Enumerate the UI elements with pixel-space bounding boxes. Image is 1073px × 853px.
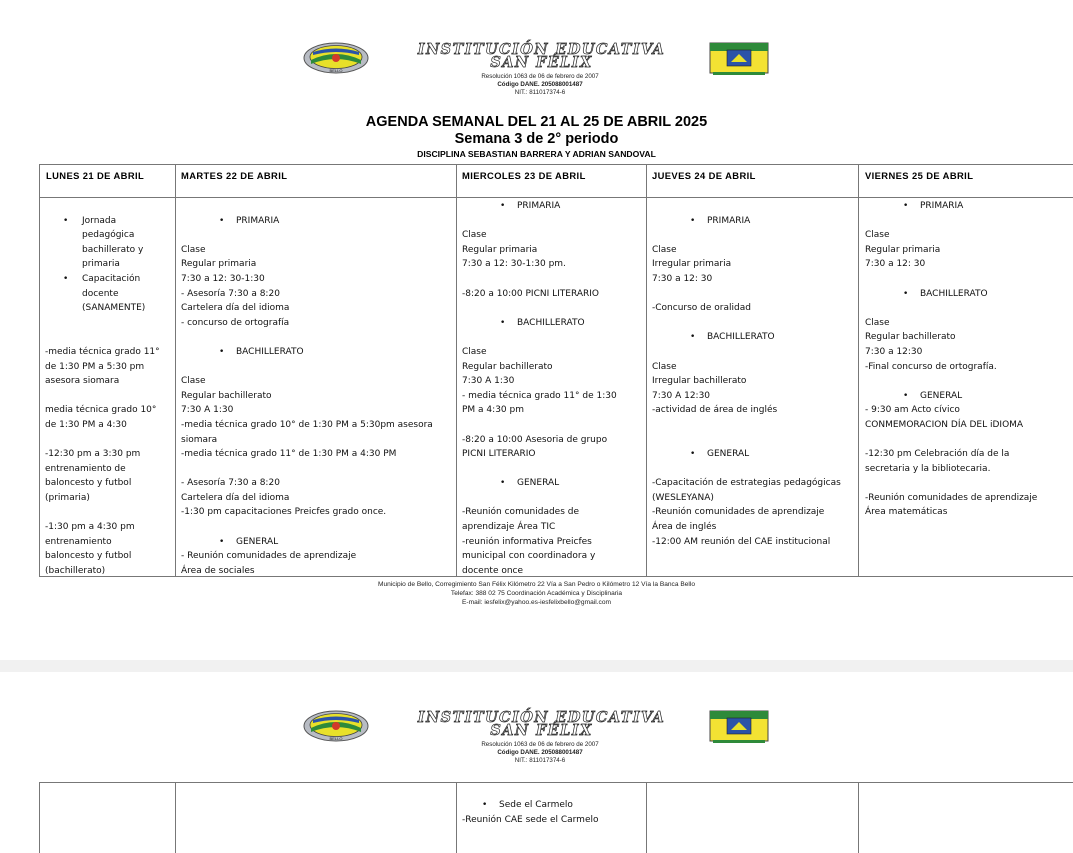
blank-line (462, 214, 644, 229)
text-line: -12:30 pm Celebración día de la (865, 449, 1010, 460)
table-column-line (646, 164, 647, 577)
bullet-continuation: (SANAMENTE) (82, 303, 146, 314)
text-line: -Capacitación de estrategias pedagógicas (652, 478, 841, 489)
text-line: asesora siomara (45, 376, 120, 387)
text-line: Regular bachillerato (865, 332, 956, 343)
section-heading (462, 199, 644, 214)
blank-line (652, 199, 856, 214)
item-text: GENERAL (707, 449, 750, 460)
blank-line (652, 418, 856, 433)
bullet-item (45, 214, 173, 229)
institution-name-line1: INSTITUCIÓN EDUCATIVA (417, 41, 666, 58)
text-line: 7:30 A 12:30 (652, 390, 711, 401)
item-text: Jornada (82, 215, 117, 226)
text-line: PICNI LITERARIO (462, 449, 536, 460)
blank-line (865, 476, 1071, 491)
text-line: media técnica grado 10° (45, 405, 157, 416)
blank-line (462, 418, 644, 433)
table-column-line (175, 164, 176, 577)
friday-cell (865, 199, 1071, 520)
section-heading (462, 316, 644, 331)
blank-line (45, 199, 173, 214)
dane-code: Código DANE. 205088001487 (497, 81, 583, 88)
text-line: -reunión informativa Preicfes (462, 536, 592, 547)
item-text: Sede el Carmelo (499, 800, 573, 810)
bullet-icon: • (903, 288, 909, 299)
resolution-text: Resolución 1063 de 06 de febrero de 2007 (481, 73, 599, 80)
text-line: Regular primaria (865, 244, 941, 255)
text-line: Clase (652, 361, 677, 372)
discipline-subtitle: DISCIPLINA SEBASTIAN BARRERA Y ADRIAN SANDOVAL (417, 149, 656, 159)
dane-code: Código DANE. 205088001487 (497, 749, 583, 756)
item-text: BACHILLERATO (236, 346, 304, 357)
blank-line (462, 462, 644, 477)
blank-line (865, 214, 1071, 229)
wednesday-cell (462, 199, 644, 578)
blank-line (45, 433, 173, 448)
bullet-continuation: bachillerato y (82, 244, 144, 255)
text-line: 7:30 a 12: 30 (652, 273, 713, 284)
blank-line (181, 520, 453, 535)
bullet-icon: • (903, 201, 909, 211)
bullet-icon: • (219, 346, 225, 357)
agenda-title: AGENDA SEMANAL DEL 21 AL 25 DE ABRIL 2025 (365, 114, 708, 130)
item-text: BACHILLERATO (517, 317, 585, 328)
bullet-continuation: docente (82, 288, 119, 299)
blank-line (462, 491, 644, 506)
section-heading (652, 447, 856, 462)
section-heading (865, 287, 1071, 302)
blank-line (45, 505, 173, 520)
institution-name (374, 711, 709, 737)
text-line: 7:30 a 12:30 (865, 346, 923, 357)
institution-name (374, 43, 709, 69)
table-column-line (858, 164, 859, 577)
header-friday: VIERNES 25 DE ABRIL (865, 170, 974, 181)
blank-line (181, 199, 453, 214)
blank-line (462, 272, 644, 287)
item-text: GENERAL (236, 536, 279, 547)
bullet-icon: • (500, 317, 506, 328)
blank-line (45, 330, 173, 345)
table-column-line (858, 782, 859, 853)
bullet-icon: • (500, 201, 506, 211)
text-line: -Reunión comunidades de (462, 507, 580, 518)
section-heading (181, 535, 453, 550)
text-line: Regular primaria (462, 244, 538, 255)
bullet-icon: • (219, 536, 225, 547)
table-column-line (646, 782, 647, 853)
text-line: -12:00 AM reunión del CAE institucional (652, 536, 831, 547)
text-line: -actividad de área de inglés (652, 405, 778, 416)
blank-line (652, 316, 856, 331)
item-text: GENERAL (517, 478, 560, 489)
institution-name-line2: SAN FÉLIX (490, 722, 593, 739)
item-text: Capacitación (82, 273, 141, 284)
text-line: -Concurso de oralidad (652, 303, 751, 314)
nit-number: NIT.: 811017374-6 (514, 757, 566, 764)
bullet-continuation: primaria (82, 259, 120, 270)
text-line: Regular bachillerato (181, 390, 272, 401)
text-line: Clase (652, 244, 677, 255)
thursday-cell (652, 199, 856, 549)
text-line: Área de inglés (652, 522, 717, 533)
text-line: Clase (865, 317, 890, 328)
text-line: Área matemáticas (865, 507, 948, 518)
blank-line (652, 287, 856, 302)
week-subtitle: Semana 3 de 2° periodo (454, 131, 619, 147)
blank-line (462, 330, 644, 345)
item-text: GENERAL (920, 390, 963, 401)
text-line: PM a 4:30 pm (462, 405, 524, 416)
section-heading (865, 389, 1071, 404)
footer-telefax: Telefax: 388 02 75 Coordinación Académica y Disciplinaria (450, 590, 623, 597)
text-line: 7:30 a 12: 30 (865, 259, 926, 270)
header-monday: LUNES 21 DE ABRIL (46, 170, 145, 181)
text-line: entrenamiento de (45, 463, 126, 474)
blank-line (865, 433, 1071, 448)
svg-text:BELLO: BELLO (329, 736, 343, 741)
text-line: 7:30 A 1:30 (462, 376, 515, 387)
footer-email: E-mail: iesfelix@yahoo.es-iesfelixbello@gmail.com (462, 599, 611, 606)
bullet-icon: • (219, 215, 225, 226)
footer-address: Municipio de Bello, Corregimiento San Félix Kilómetro 22 Vía a San Pedro o Kilómetro 12 Vía la Banca Bello (377, 581, 696, 588)
text-line: Área de sociales (181, 565, 255, 576)
table-border-top (39, 782, 1073, 783)
blank-line (45, 389, 173, 404)
text-line: de 1:30 PM a 4:30 (45, 419, 127, 430)
section-heading (181, 214, 453, 229)
text-line: (bachillerato) (45, 565, 106, 576)
blank-line (865, 374, 1071, 389)
letterhead (300, 708, 780, 770)
item-text: PRIMARIA (517, 201, 561, 211)
bullet-icon: • (690, 332, 696, 343)
header-thursday: JUEVES 24 DE ABRIL (652, 170, 756, 181)
blank-line (865, 272, 1071, 287)
item-text: PRIMARIA (707, 215, 751, 226)
resolution-text: Resolución 1063 de 06 de febrero de 2007 (481, 741, 599, 748)
text-line: - Asesoría 7:30 a 8:20 (181, 288, 280, 299)
section-heading (865, 199, 1071, 214)
blank-line (45, 316, 173, 331)
bullet-continuation: pedagógica (82, 230, 135, 241)
text-line: Regular primaria (181, 259, 257, 270)
text-line: -Reunión comunidades de aprendizaje (652, 507, 825, 518)
table-border-top (39, 164, 1073, 165)
item-text: PRIMARIA (920, 201, 964, 211)
monday-cell (45, 199, 173, 578)
text-line: -Reunión comunidades de aprendizaje (865, 492, 1038, 503)
svg-text:BELLO: BELLO (329, 68, 343, 73)
table-column-line (456, 164, 457, 577)
text-line: - Reunión comunidades de aprendizaje (181, 551, 357, 562)
text-line: Irregular bachillerato (652, 376, 747, 387)
section-heading (652, 330, 856, 345)
bullet-icon: • (482, 800, 488, 810)
text-line: - Asesoría 7:30 a 8:20 (181, 478, 280, 489)
section-heading (462, 476, 644, 491)
blank-line (865, 301, 1071, 316)
header-tuesday: MARTES 22 DE ABRIL (181, 170, 288, 181)
nit-number: NIT.: 811017374-6 (514, 89, 566, 96)
text-line: siomara (181, 434, 218, 445)
blank-line (181, 228, 453, 243)
section-heading (181, 345, 453, 360)
blank-line (652, 345, 856, 360)
wednesday-cell-continued (462, 798, 644, 827)
text-line: Irregular primaria (652, 259, 732, 270)
text-line: aprendizaje Área TIC (462, 522, 556, 533)
text-line: Clase (181, 244, 206, 255)
text-line: -1:30 pm a 4:30 pm (45, 522, 135, 533)
table-column-line (175, 782, 176, 853)
text-line: -media técnica grado 10° de 1:30 PM a 5:30pm asesora (181, 419, 433, 430)
text-line: -1:30 pm capacitaciones Preicfes grado once. (181, 507, 387, 518)
text-line: Cartelera día del idioma (181, 303, 290, 314)
municipality-flag-logo (709, 710, 769, 744)
text-line: Clase (181, 376, 206, 387)
text-line: -media técnica grado 11° de 1:30 PM a 4:30 PM (181, 449, 397, 460)
blank-line (181, 330, 453, 345)
blank-line (462, 301, 644, 316)
blank-line (652, 433, 856, 448)
blank-line (181, 462, 453, 477)
text-line: -8:20 a 10:00 Asesoria de grupo (462, 434, 608, 445)
section-heading (652, 214, 856, 229)
item-text: PRIMARIA (236, 215, 280, 226)
page-separator (0, 660, 1073, 672)
item-text: BACHILLERATO (920, 288, 988, 299)
municipality-flag-logo (709, 42, 769, 76)
blank-line (652, 462, 856, 477)
text-line: CONMEMORACION DÍA DEL iDIOMA (865, 419, 1024, 430)
letterhead (300, 40, 780, 102)
table-column-line (39, 164, 40, 577)
text-line: secretaria y la bibliotecaria. (865, 463, 991, 474)
text-line: baloncesto y futbol (45, 478, 132, 489)
item-text: BACHILLERATO (707, 332, 775, 343)
school-shield-logo (303, 42, 369, 74)
text-line: 7:30 a 12: 30-1:30 (181, 273, 265, 284)
text-line: Clase (865, 230, 890, 241)
bullet-icon: • (690, 215, 696, 226)
bullet-icon: • (903, 390, 909, 401)
text-line: docente once (462, 565, 524, 576)
text-line: - concurso de ortografía (181, 317, 290, 328)
text-line: Regular bachillerato (462, 361, 553, 372)
institution-name-line2: SAN FÉLIX (490, 54, 593, 71)
bullet-item (45, 272, 173, 287)
bullet-icon: • (500, 478, 506, 489)
header-wednesday: MIERCOLES 23 DE ABRIL (462, 170, 586, 181)
text-line: 7:30 A 1:30 (181, 405, 234, 416)
text-line: -Reunión CAE sede el Carmelo (462, 814, 599, 825)
text-line: municipal con coordinadora y (462, 551, 596, 562)
tuesday-cell (181, 199, 453, 578)
text-line: -8:20 a 10:00 PICNI LITERARIO (462, 288, 599, 299)
blank-line (181, 360, 453, 375)
table-header-divider (39, 197, 1073, 198)
bullet-icon: • (63, 215, 69, 226)
text-line: Cartelera día del idioma (181, 492, 290, 503)
bullet-icon: • (690, 449, 696, 460)
text-line: de 1:30 PM a 5:30 pm (45, 361, 145, 372)
text-line: - media técnica grado 11° de 1:30 (462, 390, 617, 401)
text-line: Clase (462, 346, 487, 357)
document-page-2 (0, 672, 1073, 853)
page-footer (0, 580, 1073, 607)
text-line: -media técnica grado 11° (45, 346, 160, 357)
text-line: baloncesto y futbol (45, 551, 132, 562)
bullet-icon: • (63, 273, 69, 284)
table-column-line (456, 782, 457, 853)
text-line: entrenamiento (45, 536, 112, 547)
text-line: (WESLEYANA) (652, 492, 714, 503)
section-heading (462, 798, 644, 813)
text-line: 7:30 a 12: 30-1:30 pm. (462, 259, 566, 270)
institution-name-line1: INSTITUCIÓN EDUCATIVA (417, 709, 666, 726)
text-line: -12:30 pm a 3:30 pm (45, 449, 141, 460)
text-line: - 9:30 am Acto cívico (865, 405, 960, 416)
text-line: -Final concurso de ortografía. (865, 361, 997, 372)
school-shield-logo (303, 710, 369, 742)
table-column-line (39, 782, 40, 853)
text-line: Clase (462, 230, 487, 241)
text-line: (primaria) (45, 492, 90, 503)
blank-line (652, 228, 856, 243)
